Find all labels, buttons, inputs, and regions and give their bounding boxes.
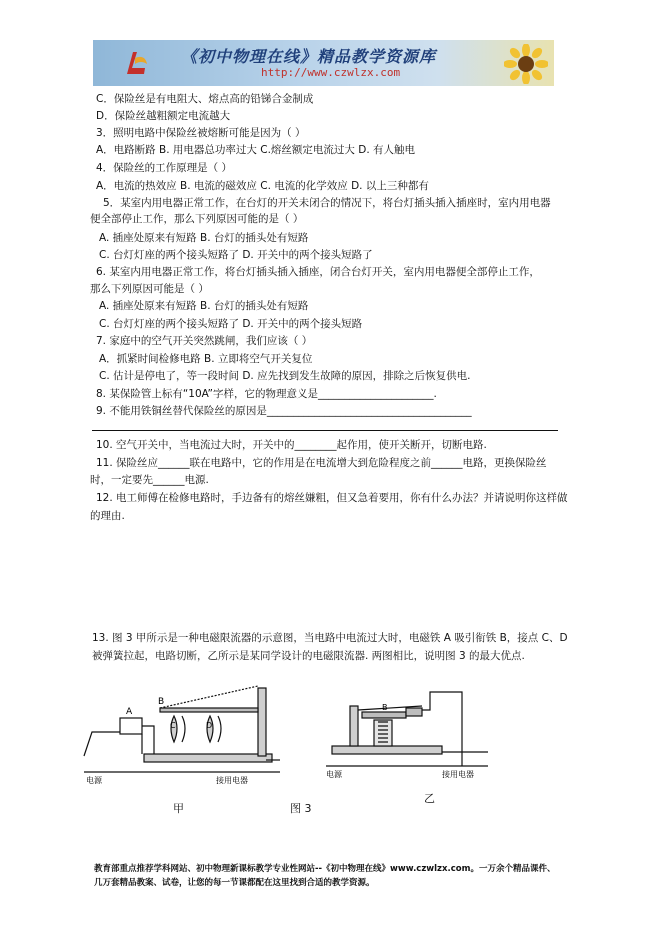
question-line-q5-cd: C. 台灯灯座的两个接头短路了 D. 开关中的两个接头短路了 — [99, 249, 373, 261]
banner-title: 《初中物理在线》精品教学资源库 — [181, 47, 437, 66]
question-line-c-fuse: C．保险丝是有电阻大、熔点高的铅锑合金制成 — [96, 93, 314, 105]
question-line-q5: 5．某室内用电器正常工作，在台灯的开关未闭合的情况下，将台灯插头插入插座时，室内用电器 — [103, 197, 551, 209]
label-power-right: 电源 — [326, 770, 342, 779]
question-line-q3: 3．照明电路中保险丝被熔断可能是因为（ ） — [96, 127, 306, 139]
question-line-q7: 7. 家庭中的空气开关突然跳闸，我们应该（ ） — [96, 335, 313, 347]
caption-fig: 图 3 — [290, 802, 312, 815]
question-line-q4-opts: A．电流的热效应 B. 电流的磁效应 C. 电流的化学效应 D. 以上三种都有 — [96, 180, 429, 192]
caption-yi: 乙 — [424, 792, 435, 805]
header-banner — [93, 40, 554, 86]
label-a: A — [126, 707, 133, 717]
question-line-d-fuse: D．保险丝越粗额定电流越大 — [96, 110, 231, 122]
label-power-left: 电源 — [86, 776, 102, 785]
label-d: D — [206, 721, 213, 730]
label-load-right: 接用电器 — [442, 770, 474, 779]
label-load-left: 接用电器 — [216, 776, 248, 785]
question-line-q11: 11. 保险丝应______联在电路中，它的作用是在电流增大到危险程度之前______电路，更换保险丝 — [96, 457, 547, 469]
question-line-q11-cont: 时，一定要先______电源. — [90, 474, 209, 486]
question-line-q6-cd: C. 台灯灯座的两个接头短路了 D. 开关中的两个接头短路 — [99, 318, 363, 330]
question-line-q9: 9. 不能用铁铜丝替代保险丝的原因是_______________________________________ — [96, 405, 472, 417]
label-b-yi: B — [382, 703, 388, 712]
diagram-yi — [322, 686, 492, 782]
question-line-q6-ab: A. 插座处原来有短路 B. 台灯的插头处有短路 — [99, 300, 309, 312]
question-line-q6: 6. 某室内用电器正常工作，将台灯插头插入插座，闭合台灯开关，室内用电器便全部停止工作， — [96, 266, 540, 278]
question-line-q5-ab: A. 插座处原来有短路 B. 台灯的插头处有短路 — [99, 232, 309, 244]
question-line-q8: 8. 某保险管上标有“10A”字样，它的物理意义是______________________. — [96, 388, 437, 400]
diagram-jia — [82, 680, 282, 790]
question-line-q12: 12. 电工师傅在检修电路时，手边备有的熔丝嫌粗，但又急着要用，你有什么办法？并请说明你这样做 — [96, 492, 568, 504]
banner-url[interactable]: http://www.czwlzx.com — [261, 66, 401, 79]
question-line-q6-cont: 那么下列原因可能是（ ） — [90, 283, 209, 295]
question-line-q12-cont: 的理由. — [90, 510, 125, 522]
question-line-q10: 10. 空气开关中，当电流过大时，开关中的________起作用，使开关断开，切断电路. — [96, 439, 487, 451]
label-c: C — [170, 721, 176, 730]
question-line-q7-ab: A．抓紧时间检修电路 B. 立即将空气开关复位 — [99, 353, 313, 365]
question-line-q13-cont: 被弹簧拉起，电路切断，乙所示是某同学设计的电磁限流器. 两图相比，说明图 3 的最大优点. — [92, 650, 525, 662]
question-line-q13: 13. 图 3 甲所示是一种电磁限流器的示意图，当电路中电流过大时，电磁铁 A 吸引衔铁 B，接点 C、D — [92, 632, 568, 644]
caption-jia: 甲 — [173, 802, 184, 815]
footer-line-1: 教育部重点推荐学科网站、初中物理新课标教学专业性网站--《初中物理在线》www.czwlzx.com。一万余个精品课件、 — [94, 864, 556, 874]
sunflower-icon — [504, 44, 548, 84]
site-logo-icon — [123, 48, 149, 78]
question-line-q3-opts: A．电路断路 B. 用电器总功率过大 C.熔丝额定电流过大 D. 有人触电 — [96, 144, 416, 156]
footer-line-2: 几万套精品教案、试卷，让您的每一节课都配在这里找到合适的教学资源。 — [94, 878, 375, 888]
label-b: B — [158, 697, 165, 707]
question-line-q4: 4．保险丝的工作原理是（ ） — [96, 162, 233, 174]
answer-line — [92, 430, 558, 431]
question-line-q7-cd: C. 估计是停电了，等一段时间 D. 应先找到发生故障的原因，排除之后恢复供电. — [99, 370, 471, 382]
question-line-q5-cont: 便全部停止工作，那么下列原因可能的是（ ） — [90, 213, 304, 225]
